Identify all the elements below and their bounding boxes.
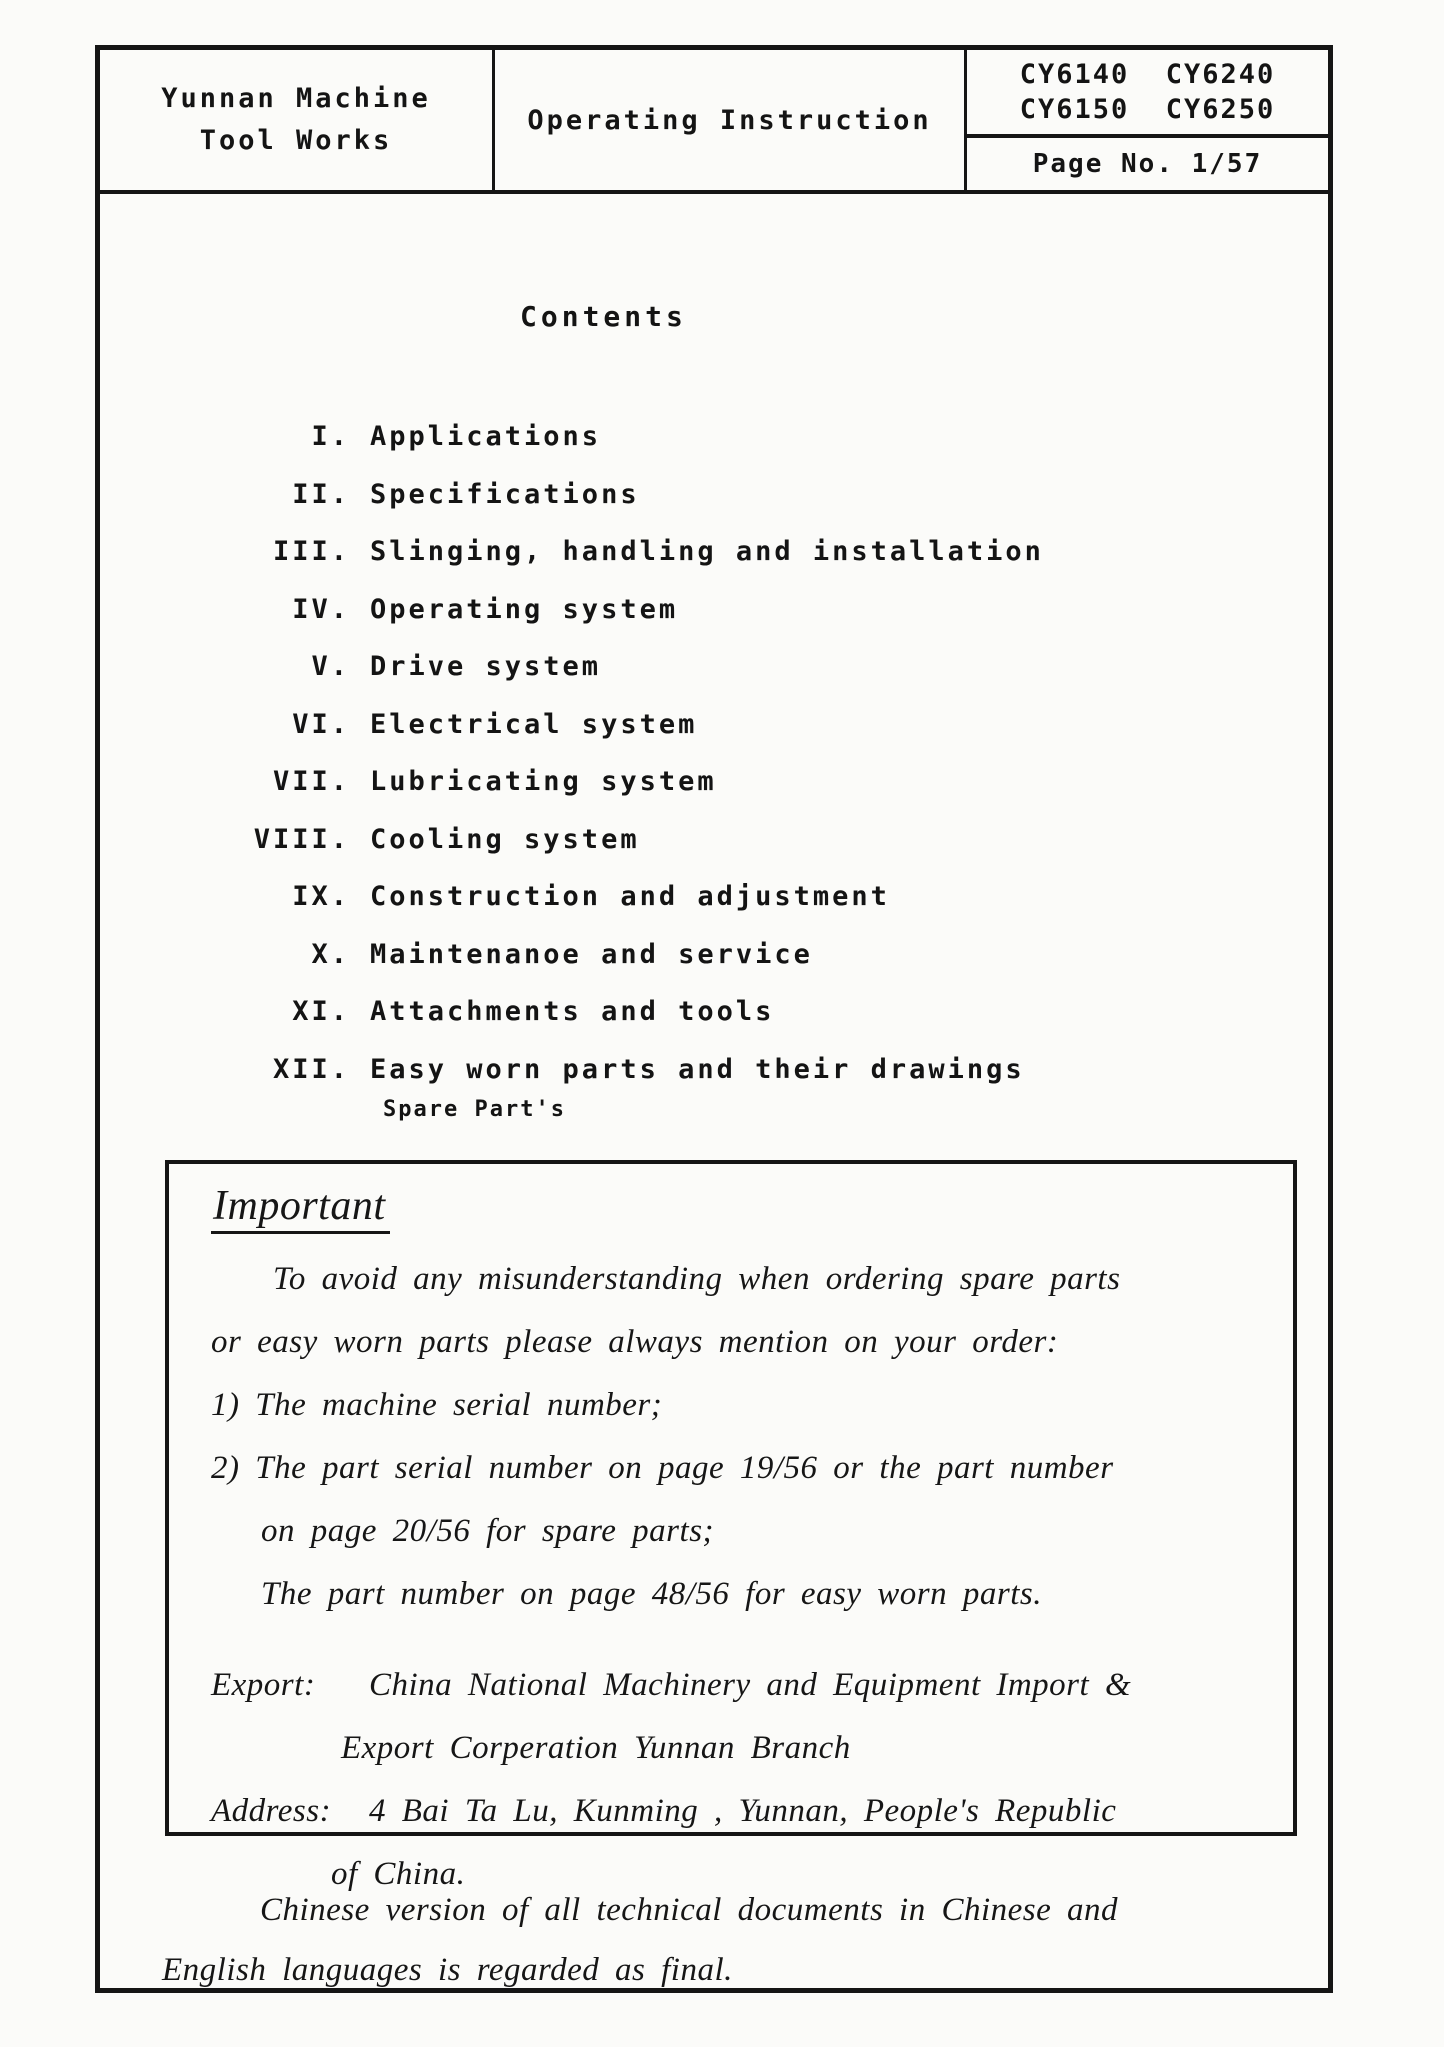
final-version-note-line2: English languages is regarded as final. [162, 1951, 733, 1988]
toc-label: Drive system [370, 651, 602, 683]
page-frame [95, 45, 1333, 1993]
important-point2-line3: The part number on page 48/56 for easy worn parts. [261, 1576, 1042, 1612]
export-value-line1: China National Machinery and Equipment Import & [369, 1667, 1132, 1703]
toc-numeral: V. [311, 651, 350, 683]
toc-numeral: IV. [292, 593, 350, 625]
toc-label: Cooling system [370, 823, 640, 855]
spare-parts-note: Spare Part's [383, 1097, 566, 1122]
company-name-line1: Yunnan Machine [161, 83, 431, 115]
model-page-cell [967, 50, 1328, 190]
toc-item-lubricating-system [100, 753, 1328, 811]
toc-numeral: X. [311, 938, 350, 970]
document-title-cell [495, 50, 967, 190]
important-box [165, 1160, 1297, 1892]
toc-numeral: I. [311, 421, 350, 453]
toc-label: Maintenanoe and service [370, 938, 813, 970]
export-label: Export: [211, 1667, 316, 1703]
model-numbers-line2: CY6150 CY6250 [1019, 94, 1276, 125]
toc-item-maintenance [100, 926, 1328, 984]
toc-item-attachments [100, 983, 1328, 1041]
important-intro-line2: or easy worn parts please always mention on your order: [211, 1324, 1059, 1360]
toc-numeral: VI. [292, 708, 350, 740]
toc-item-applications [100, 408, 1328, 466]
address-value-line1: 4 Bai Ta Lu, Kunming , Yunnan, People's Republic [369, 1793, 1117, 1829]
address-value-line2: of China. [331, 1856, 466, 1892]
model-numbers-line1: CY6140 CY6240 [1019, 58, 1276, 90]
toc-label: Attachments and tools [370, 996, 775, 1028]
page-number: Page No. 1/57 [1032, 149, 1263, 179]
important-point2-line2: on page 20/56 for spare parts; [261, 1513, 715, 1549]
toc-label: Slinging, handling and installation [370, 536, 1044, 568]
important-heading: Important [211, 1182, 390, 1234]
toc-item-specifications [100, 466, 1328, 524]
toc-numeral: IX. [292, 881, 350, 913]
export-value-line2: Export Corperation Yunnan Branch [341, 1730, 851, 1766]
toc-label: Specifications [370, 478, 640, 510]
toc-numeral: II. [292, 478, 350, 510]
address-row [211, 1780, 1263, 1843]
important-point2-line1: 2) The part serial number on page 19/56 or the part number [211, 1450, 1114, 1486]
toc-item-electrical-system [100, 696, 1328, 754]
toc-numeral: XII. [272, 1053, 350, 1085]
company-name-line2: Tool Works [199, 125, 393, 156]
document-header [100, 50, 1328, 194]
company-cell [100, 50, 495, 190]
export-row [211, 1654, 1263, 1717]
toc-numeral: XI. [292, 996, 350, 1028]
model-numbers [967, 50, 1328, 138]
address-label: Address: [211, 1793, 332, 1829]
toc-numeral: VIII. [253, 823, 350, 855]
document-title: Operating Instruction [527, 104, 932, 136]
toc-label: Operating system [370, 593, 679, 625]
toc-label: Lubricating system [370, 766, 717, 798]
toc-label: Easy worn parts and their drawings [370, 1053, 1025, 1085]
toc-numeral: III. [272, 536, 350, 568]
final-version-note-line1: Chinese version of all technical documents in Chinese and [260, 1891, 1119, 1928]
toc-item-operating-system [100, 581, 1328, 639]
contents-heading: Contents [520, 300, 687, 333]
important-point1: 1) The machine serial number; [211, 1387, 663, 1423]
toc-label: Electrical system [370, 708, 698, 740]
toc-item-construction [100, 868, 1328, 926]
toc-item-drive-system [100, 638, 1328, 696]
toc-item-cooling-system [100, 811, 1328, 869]
spacer [211, 1626, 1263, 1654]
toc-label: Applications [370, 421, 602, 453]
final-version-note [100, 1880, 1328, 2000]
important-intro-line1: To avoid any misunderstanding when ordering spare parts [273, 1261, 1121, 1297]
toc-item-easy-worn-parts [100, 1041, 1328, 1099]
toc-item-slinging [100, 523, 1328, 581]
contents-list [100, 408, 1328, 1098]
toc-label: Construction and adjustment [370, 881, 890, 913]
toc-numeral: VII. [272, 766, 350, 798]
